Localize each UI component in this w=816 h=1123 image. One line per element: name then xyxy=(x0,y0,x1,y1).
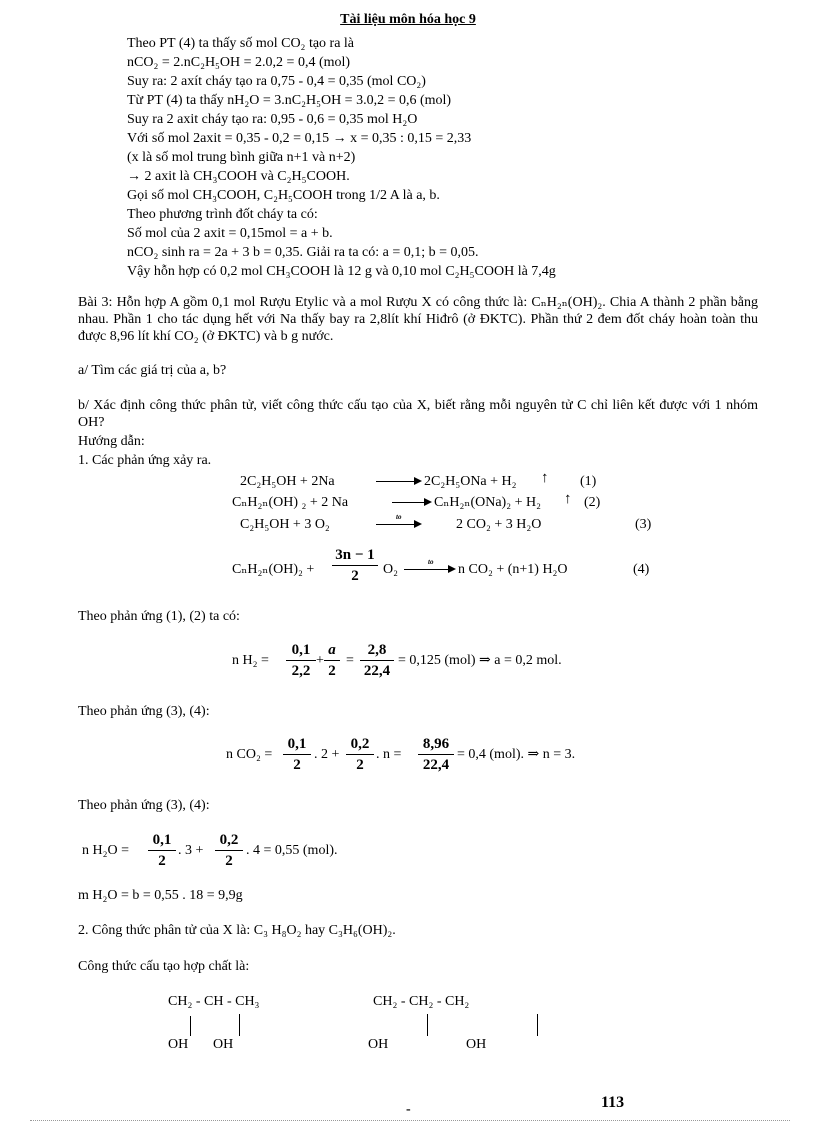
structure-1-chain: CH₂ - CH - CH₃ xyxy=(168,994,260,1009)
co2-result: = 0,4 (mol). ⇒ n = 3. xyxy=(457,747,576,762)
reaction-arrow xyxy=(376,481,416,482)
co2-middle: . 2 + xyxy=(314,747,340,762)
co2-lhs: n CO₂ = xyxy=(226,747,273,762)
molecular-formula: 2. Công thức phân tử của X là: C₃ H₈O₂ hay C₃H₆(OH)₂. xyxy=(78,923,396,938)
fraction-denominator: 2 xyxy=(351,568,359,584)
h2o-result: . 4 = 0,55 (mol). xyxy=(246,843,338,858)
guide-heading: Hướng dẫn: xyxy=(78,434,145,449)
gas-up-arrow-icon: ↑ xyxy=(541,470,549,486)
solution-line: (x là số mol trung bình giữa n+1 và n+2) xyxy=(127,150,356,165)
h2o-middle: . 3 + xyxy=(178,843,204,858)
question-a: a/ Tìm các giá trị của a, b? xyxy=(78,363,227,378)
fraction-denominator: 2,2 xyxy=(291,663,311,679)
solution-line: Theo phương trình đốt cháy ta có: xyxy=(127,207,318,222)
fraction xyxy=(283,735,311,774)
calc-intro-3: Theo phản ứng (3), (4): xyxy=(78,798,210,813)
question-b: b/ Xác định công thức phân tử, viết công thức cấu tạo của X, biết rằng mỗi nguyên tử C chỉ liên kết được với 1 nhóm OH? xyxy=(78,398,758,430)
page-header: Tài liệu môn hóa học 9 xyxy=(340,12,476,27)
reaction-4-number: (4) xyxy=(633,562,650,577)
bond-line xyxy=(537,1014,538,1036)
fraction-numerator: 2,8 xyxy=(360,641,394,661)
fraction xyxy=(360,641,394,680)
solution-line: Suy ra 2 axit cháy tạo ra: 0,95 - 0,6 = 0,35 mol H₂O xyxy=(127,112,418,127)
fraction-denominator: 22,4 xyxy=(422,757,450,773)
arrow-head-icon xyxy=(424,498,432,506)
fraction-numerator: 0,2 xyxy=(346,735,374,755)
calc-intro-1: Theo phản ứng (1), (2) ta có: xyxy=(78,609,240,624)
solution-line: Số mol của 2 axit = 0,15mol = a + b. xyxy=(127,226,333,241)
fraction xyxy=(324,641,340,680)
step-1-heading: 1. Các phản ứng xảy ra. xyxy=(78,453,212,468)
reaction-1-products: 2C₂H₅ONa + H₂ xyxy=(424,474,517,489)
reaction-4-products: n CO₂ + (n+1) H₂O xyxy=(458,562,568,577)
reaction-2-number: (2) xyxy=(584,495,601,510)
solution-line: Với số mol 2axit = 0,35 - 0,2 = 0,15 → x = 0,35 : 0,15 = 2,33 xyxy=(127,131,472,146)
heat-condition: to xyxy=(428,558,434,566)
solution-line: Từ PT (4) ta thấy nH₂O = 3.nC₂H₅OH = 3.0,2 = 0,6 (mol) xyxy=(127,93,452,108)
solution-line: → 2 axit là CH₃COOH và C₂H₅COOH. xyxy=(127,169,350,184)
water-mass: m H₂O = b = 0,55 . 18 = 9,9g xyxy=(78,888,243,903)
h2-result: = 0,125 (mol) ⇒ a = 0,2 mol. xyxy=(398,653,562,668)
oxygen-coefficient xyxy=(332,546,378,585)
fraction-denominator: 2 xyxy=(356,757,364,773)
footer-divider xyxy=(30,1120,790,1121)
gas-up-arrow-icon: ↑ xyxy=(564,491,572,507)
structure-2-chain: CH₂ - CH₂ - CH₂ xyxy=(373,994,470,1009)
fraction xyxy=(148,831,176,870)
fraction-numerator: 0,1 xyxy=(286,641,316,661)
reaction-1-number: (1) xyxy=(580,474,597,489)
fraction-denominator: 2 xyxy=(328,663,336,679)
calc-intro-2: Theo phản ứng (3), (4): xyxy=(78,704,210,719)
plus-sign: + xyxy=(316,653,324,668)
arrow-head-icon xyxy=(414,520,422,528)
solution-line: nCO₂ sinh ra = 2a + 3 b = 0,35. Giải ra ta có: a = 0,1; b = 0,05. xyxy=(127,245,479,260)
reaction-arrow xyxy=(404,569,450,570)
solution-line: nCO₂ = 2.nC₂H₅OH = 2.0,2 = 0,4 (mol) xyxy=(127,55,351,70)
reaction-2-reactants: CₙH₂ₙ(OH) ₂ + 2 Na xyxy=(232,495,349,510)
solution-line: Suy ra: 2 axít cháy tạo ra 0,75 - 0,4 = 0,35 (mol CO₂) xyxy=(127,74,426,89)
solution-line: Vậy hỗn hợp có 0,2 mol CH₃COOH là 12 g và 0,10 mol C₂H₅COOH là 7,4g xyxy=(127,264,556,279)
fraction-numerator: 0,2 xyxy=(215,831,243,851)
structure-intro: Công thức cấu tạo hợp chất là: xyxy=(78,959,250,974)
fraction-numerator: 0,1 xyxy=(148,831,176,851)
fraction xyxy=(215,831,243,870)
bond-line xyxy=(239,1014,240,1036)
reaction-2-products: CₙH₂ₙ(ONa)₂ + H₂ xyxy=(434,495,541,510)
structure-1-oh-1: OH xyxy=(168,1037,189,1052)
arrow-head-icon xyxy=(414,477,422,485)
structure-1-oh-2: OH xyxy=(213,1037,234,1052)
fraction-denominator: 2 xyxy=(225,853,233,869)
reaction-4-oxygen: O₂ xyxy=(383,562,398,577)
solution-line: Gọi số mol CH₃COOH, C₂H₅COOH trong 1/2 A là a, b. xyxy=(127,188,440,203)
fraction xyxy=(346,735,374,774)
reaction-arrow xyxy=(392,502,426,503)
bond-line xyxy=(190,1016,191,1036)
fraction-denominator: 22,4 xyxy=(363,663,391,679)
fraction-numerator: 0,1 xyxy=(283,735,311,755)
reaction-1-reactants: 2C₂H₅OH + 2Na xyxy=(240,474,335,489)
footer-dash: - xyxy=(406,1102,411,1117)
arrow-head-icon xyxy=(448,565,456,573)
structure-2-oh-1: OH xyxy=(368,1037,389,1052)
problem-statement: Bài 3: Hỗn hợp A gồm 0,1 mol Rượu Etylic và a mol Rượu X có công thức là: CₙH₂ₙ(OH)₂. Chia A thành 2 phần bằng nhau. Phần 1 cho tác dụng hết với Na thấy bay ra 2,8lít khí Hiđrô (ở ĐKTC). Phần thứ 2 đem đốt cháy hoàn toàn thu được 8,96 lít khí CO₂ (ở ĐKTC) và b g nước. xyxy=(78,295,758,344)
co2-n: . n = xyxy=(376,747,402,762)
reaction-3-products: 2 CO₂ + 3 H₂O xyxy=(456,517,542,532)
fraction-numerator: 3n − 1 xyxy=(332,546,378,566)
structure-2-oh-2: OH xyxy=(466,1037,487,1052)
reaction-3-number: (3) xyxy=(635,517,652,532)
bond-line xyxy=(427,1014,428,1036)
fraction-numerator: 8,96 xyxy=(418,735,454,755)
solution-line: Theo PT (4) ta thấy số mol CO₂ tạo ra là xyxy=(127,36,355,51)
reaction-arrow xyxy=(376,524,416,525)
fraction-denominator: 2 xyxy=(158,853,166,869)
page-number: 113 xyxy=(601,1094,625,1111)
fraction-denominator: 2 xyxy=(293,757,301,773)
equals-sign: = xyxy=(346,653,354,668)
fraction-numerator: a xyxy=(324,641,340,661)
fraction xyxy=(418,735,454,774)
h2o-lhs: n H₂O = xyxy=(82,843,129,858)
reaction-3-reactants: C₂H₅OH + 3 O₂ xyxy=(240,517,330,532)
reaction-4-reactants: CₙH₂ₙ(OH)₂ + xyxy=(232,562,315,577)
fraction xyxy=(286,641,316,680)
h2-lhs: n H₂ = xyxy=(232,653,269,668)
heat-condition: to xyxy=(396,513,402,521)
